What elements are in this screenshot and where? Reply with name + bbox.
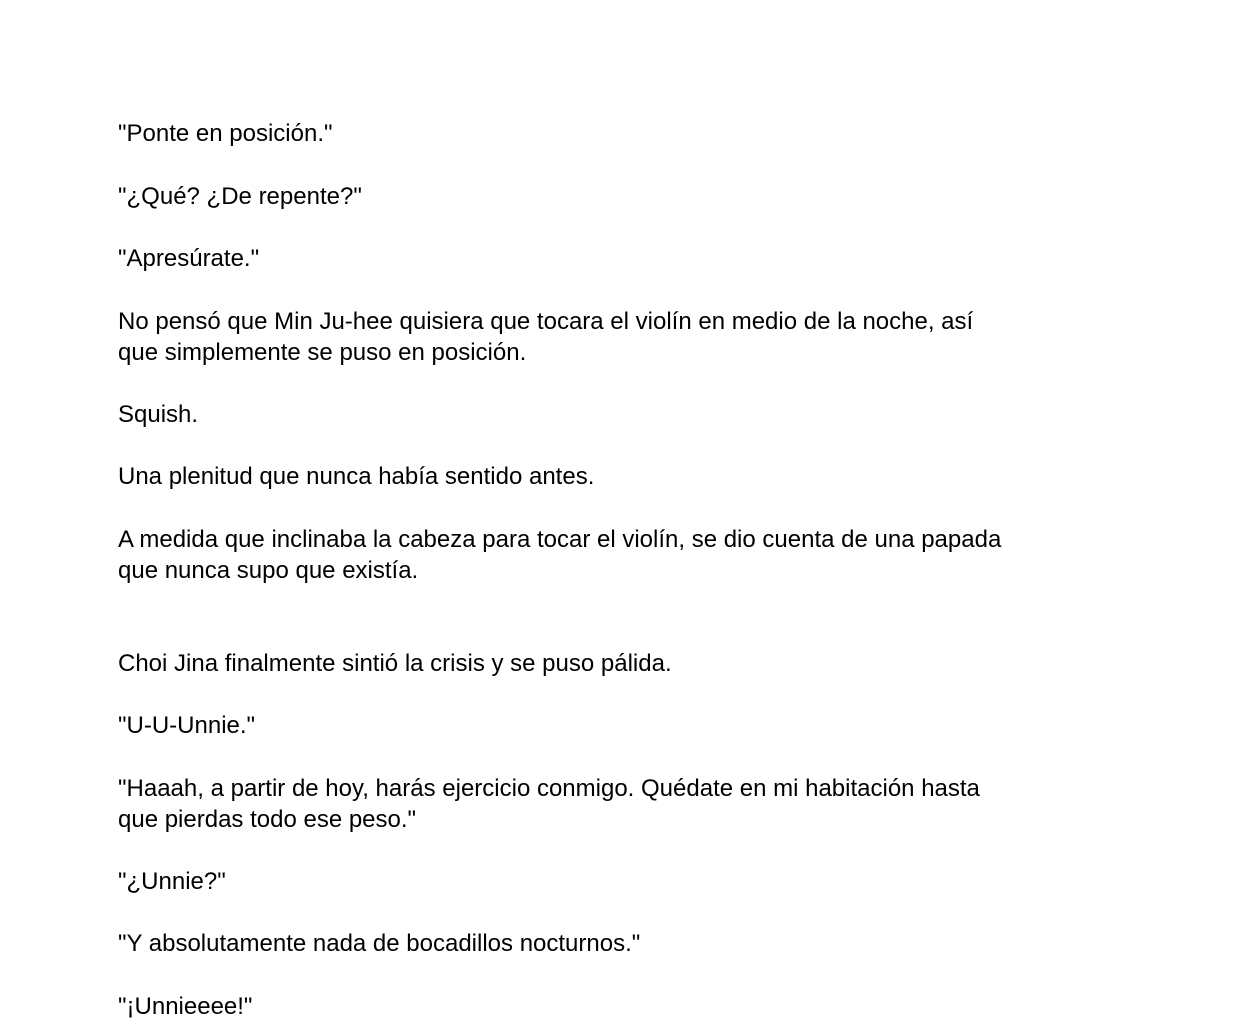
paragraph-line: "Y absolutamente nada de bocadillos nocturnos." — [118, 930, 641, 957]
paragraph — [118, 773, 1128, 835]
paragraph — [118, 118, 1128, 149]
paragraph-line: "¿Unnie?" — [118, 868, 226, 895]
paragraph-line: "Apresúrate." — [118, 245, 260, 272]
paragraph — [118, 181, 1128, 212]
paragraph-line: "¡Unnieeee!" — [118, 993, 253, 1020]
paragraph — [118, 866, 1128, 897]
paragraph-line: "U-U-Unnie." — [118, 712, 256, 739]
paragraph — [118, 399, 1128, 430]
paragraph-line: que simplemente se puso en posición. — [118, 339, 527, 366]
paragraph-line: No pensó que Min Ju-hee quisiera que tocara el violín en medio de la noche, así — [118, 308, 974, 335]
paragraph-line: Squish. — [118, 401, 199, 428]
paragraph — [118, 524, 1128, 586]
paragraph — [118, 306, 1128, 368]
paragraph-line: "Ponte en posición." — [118, 120, 333, 147]
paragraph-line: Una plenitud que nunca había sentido antes. — [118, 463, 595, 490]
paragraph — [118, 461, 1128, 492]
paragraph — [118, 710, 1128, 741]
paragraph-line: A medida que inclinaba la cabeza para tocar el violín, se dio cuenta de una papada — [118, 526, 1002, 553]
paragraph — [118, 928, 1128, 959]
paragraph-line: Choi Jina finalmente sintió la crisis y se puso pálida. — [118, 650, 672, 677]
paragraph — [118, 648, 1128, 679]
paragraph-line: "Haaah, a partir de hoy, harás ejercicio conmigo. Quédate en mi habitación hasta — [118, 775, 980, 802]
paragraph — [118, 991, 1128, 1022]
paragraph-line: que pierdas todo ese peso." — [118, 806, 417, 833]
paragraph-line: "¿Qué? ¿De repente?" — [118, 183, 362, 210]
paragraph-line: que nunca supo que existía. — [118, 557, 419, 584]
paragraph — [118, 243, 1128, 274]
